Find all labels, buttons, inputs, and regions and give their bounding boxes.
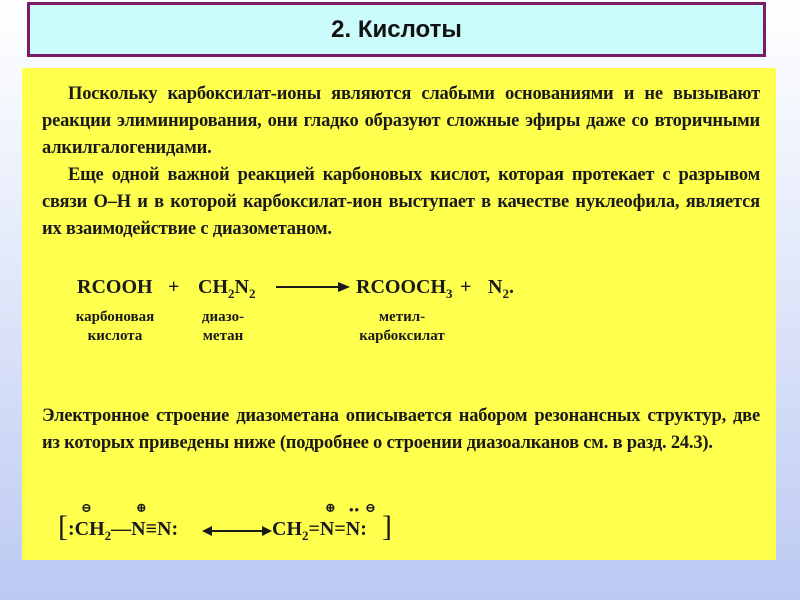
plus-charge-n2: ⊕ <box>325 500 336 515</box>
paragraph-3: Электронное строение диазометана описывается набором резонансных структур, две из которых приведены ниже (подробнее о строении диазоалканов см. в разд. 24.3). <box>42 406 760 453</box>
title-box <box>27 2 766 57</box>
minus-charge-n: ⊖ <box>365 500 376 515</box>
reaction-equation <box>22 268 776 358</box>
reactant-rcooh: RCOOH <box>77 276 153 298</box>
structure-1: $:CH_2—N\equiv N$: <box>68 518 179 543</box>
label-methyl-carboxylate: метил- карбоксилат <box>359 309 445 344</box>
resonance-arrow-icon <box>202 524 272 538</box>
paragraph-intro <box>42 81 760 243</box>
resonance-structures <box>22 498 776 558</box>
paragraph-2: Еще одной важной реакцией карбоновых кислот, которая протекает с разрывом связи О–Н и в которой карбоксилат-ион выступает в качестве нуклеофила, является их взаимодействие с диазометаном. <box>42 165 760 239</box>
paragraph-1: Поскольку карбоксилат-ионы являются слабыми основаниями и не вызывают реакции элиминирования, они гладко образуют сложные эфиры даже со вторичными алкилгалогенидами. <box>42 84 760 158</box>
content-panel <box>22 68 776 560</box>
structure-2: $CH_2=N=N$: <box>272 518 367 543</box>
lone-pair-dots: •• <box>349 502 361 517</box>
plus-charge-n1: ⊕ <box>136 500 147 515</box>
page-title: 2. Кислоты <box>331 15 462 43</box>
plus-sign-2: + <box>460 276 472 298</box>
label-carboxylic-acid: карбоновая кислота <box>75 309 155 344</box>
left-bracket: [ <box>58 510 68 543</box>
plus-sign-1: + <box>168 276 180 298</box>
product-nitrogen: $N_2$. <box>488 276 514 301</box>
reaction-arrow-icon <box>274 280 352 294</box>
right-bracket: ] <box>382 510 392 543</box>
reactant-diazomethane: $CH_2N_2$ <box>198 276 256 301</box>
label-diazomethane: диазо- метан <box>201 309 245 344</box>
minus-charge-c: ⊖ <box>81 500 92 515</box>
product-methyl-ester: $RCOOCH_3$ <box>356 276 453 301</box>
